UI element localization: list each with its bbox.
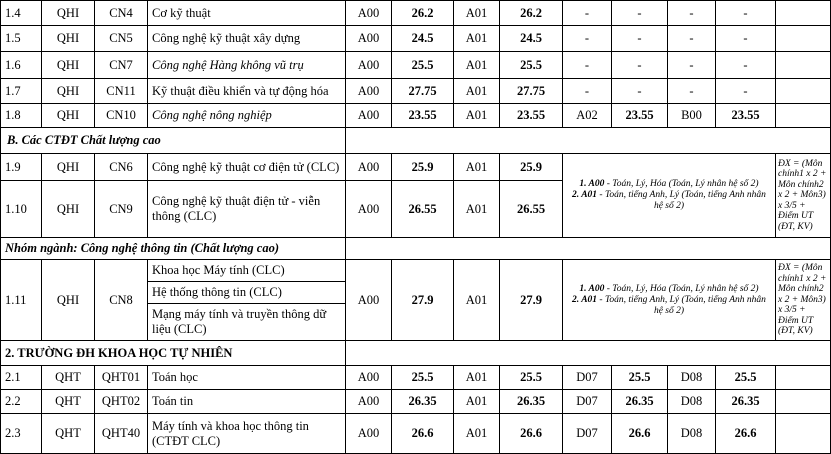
block-2: A01 — [454, 104, 500, 128]
table-row — [1, 26, 831, 52]
block-1: A00 — [346, 26, 392, 52]
score-3: 26.35 — [612, 390, 668, 414]
score-1: 25.9 — [392, 154, 454, 181]
block-1: A00 — [346, 79, 392, 104]
block-3: D07 — [563, 390, 612, 414]
major-name: Máy tính và khoa học thông tin (CTĐT CLC) — [148, 414, 346, 454]
score-1: 23.55 — [392, 104, 454, 128]
block-1: A00 — [346, 181, 392, 238]
school-code: QHI — [42, 104, 95, 128]
major-code: CN9 — [95, 181, 148, 238]
score-4: - — [716, 79, 776, 104]
major-code: CN5 — [95, 26, 148, 52]
score-1: 26.2 — [392, 1, 454, 26]
block-1: A00 — [346, 390, 392, 414]
group-heading: Nhóm ngành: Công nghệ thông tin (Chất lượng cao) — [1, 238, 346, 260]
score-3: 23.55 — [612, 104, 668, 128]
major-code: QHT01 — [95, 366, 148, 390]
block-4: B00 — [668, 104, 716, 128]
block-2: A01 — [454, 1, 500, 26]
section-header-row — [1, 341, 831, 366]
school-code: QHT — [42, 414, 95, 454]
table-row — [1, 414, 831, 454]
score-1: 27.75 — [392, 79, 454, 104]
row-stt: 1.10 — [1, 181, 42, 238]
score-2: 26.35 — [500, 390, 563, 414]
note-a01-code: 2. A01 — [572, 294, 598, 305]
row-stt: 1.5 — [1, 26, 42, 52]
group-header-row — [1, 238, 831, 260]
major-name: Hệ thống thông tin (CLC) — [148, 281, 345, 303]
score-2: 27.9 — [500, 260, 563, 341]
score-3: - — [612, 52, 668, 79]
school-code: QHI — [42, 79, 95, 104]
it-formula-note: ĐX = (Môn chính1 x 2 + Môn chính2 x 2 + Môn3) x 3/5 + Điểm UT (ĐT, KV) — [776, 260, 831, 341]
score-2: 23.55 — [500, 104, 563, 128]
score-1: 26.6 — [392, 414, 454, 454]
major-name: Toán học — [148, 366, 346, 390]
score-4: - — [716, 1, 776, 26]
major-code: CN6 — [95, 154, 148, 181]
block-3: A02 — [563, 104, 612, 128]
block-2: A01 — [454, 366, 500, 390]
note-a00-code: 1. A00 — [579, 283, 605, 294]
block-3: - — [563, 1, 612, 26]
block-2: A01 — [454, 390, 500, 414]
block-3: D07 — [563, 414, 612, 454]
score-1: 27.9 — [392, 260, 454, 341]
section-b-filler — [346, 128, 831, 154]
block-2: A01 — [454, 52, 500, 79]
major-name: Kỹ thuật điều khiển và tự động hóa — [148, 79, 346, 104]
score-2: 25.5 — [500, 52, 563, 79]
clc-block-note — [563, 154, 776, 238]
major-name: Toán tin — [148, 390, 346, 414]
score-2: 26.2 — [500, 1, 563, 26]
note-cell — [776, 1, 831, 26]
section-b-letter: B. — [7, 133, 19, 147]
note-a01-text: - Toán, tiếng Anh, Lý (Toán, tiếng Anh nhân hệ số 2) — [597, 190, 766, 211]
table-row — [1, 366, 831, 390]
note-a00-code: 1. A00 — [579, 179, 605, 189]
block-1: A00 — [346, 104, 392, 128]
note-cell — [776, 366, 831, 390]
note-cell — [776, 414, 831, 454]
school-code: QHI — [42, 260, 95, 341]
note-cell — [776, 79, 831, 104]
major-name: Mạng máy tính và truyền thông dữ liệu (CLC) — [148, 303, 345, 340]
score-2: 27.75 — [500, 79, 563, 104]
score-1: 24.5 — [392, 26, 454, 52]
table-row — [1, 52, 831, 79]
note-a00-text: - Toán, Lý, Hóa (Toán, Lý nhân hệ số 2) — [604, 179, 759, 189]
school-code: QHI — [42, 154, 95, 181]
major-name: Công nghệ kỹ thuật điện tử - viễn thông (CLC) — [148, 181, 346, 238]
major-code: CN8 — [95, 260, 148, 341]
row-stt: 1.9 — [1, 154, 42, 181]
block-2: A01 — [454, 26, 500, 52]
note-cell — [776, 26, 831, 52]
section-b-title: Các CTĐT Chất lượng cao — [21, 133, 161, 147]
note-cell — [776, 104, 831, 128]
table-row — [1, 260, 831, 341]
block-4: - — [668, 1, 716, 26]
block-1: A00 — [346, 366, 392, 390]
block-2: A01 — [454, 181, 500, 238]
section-b-heading — [1, 128, 346, 154]
table-row — [1, 390, 831, 414]
note-a01-code: 2. A01 — [572, 190, 598, 200]
block-3: - — [563, 79, 612, 104]
score-4: 23.55 — [716, 104, 776, 128]
block-2: A01 — [454, 260, 500, 341]
block-1: A00 — [346, 154, 392, 181]
score-3: 25.5 — [612, 366, 668, 390]
major-code: CN4 — [95, 1, 148, 26]
row-stt: 2.3 — [1, 414, 42, 454]
score-2: 25.5 — [500, 366, 563, 390]
block-4: - — [668, 52, 716, 79]
score-3: - — [612, 1, 668, 26]
major-code: QHT40 — [95, 414, 148, 454]
block-4: D08 — [668, 414, 716, 454]
block-2: A01 — [454, 79, 500, 104]
score-1: 26.55 — [392, 181, 454, 238]
score-2: 26.55 — [500, 181, 563, 238]
major-code: CN10 — [95, 104, 148, 128]
note-cell — [776, 390, 831, 414]
block-1: A00 — [346, 414, 392, 454]
major-code: QHT02 — [95, 390, 148, 414]
row-stt: 1.6 — [1, 52, 42, 79]
major-name: Công nghệ kỹ thuật cơ điện tử (CLC) — [148, 154, 346, 181]
score-4: 25.5 — [716, 366, 776, 390]
block-4: D08 — [668, 366, 716, 390]
block-1: A00 — [346, 260, 392, 341]
table-row — [1, 154, 831, 181]
major-name: Cơ kỹ thuật — [148, 1, 346, 26]
block-3: D07 — [563, 366, 612, 390]
row-stt: 1.8 — [1, 104, 42, 128]
score-1: 26.35 — [392, 390, 454, 414]
major-name-group — [148, 260, 346, 341]
row-stt: 2.1 — [1, 366, 42, 390]
row-stt: 2.2 — [1, 390, 42, 414]
row-stt: 1.11 — [1, 260, 42, 341]
table-row — [1, 1, 831, 26]
section-header-row — [1, 128, 831, 154]
major-name: Công nghệ nông nghiệp — [148, 104, 346, 128]
section-2-heading: 2. TRƯỜNG ĐH KHOA HỌC TỰ NHIÊN — [1, 341, 346, 366]
score-3: 26.6 — [612, 414, 668, 454]
row-stt: 1.7 — [1, 79, 42, 104]
section-2-filler — [346, 341, 831, 366]
school-code: QHT — [42, 366, 95, 390]
block-1: A00 — [346, 52, 392, 79]
block-3: - — [563, 26, 612, 52]
block-1: A00 — [346, 1, 392, 26]
block-3: - — [563, 52, 612, 79]
block-4: - — [668, 26, 716, 52]
score-4: 26.35 — [716, 390, 776, 414]
major-name: Công nghệ kỹ thuật xây dựng — [148, 26, 346, 52]
table-row — [1, 104, 831, 128]
score-4: 26.6 — [716, 414, 776, 454]
score-1: 25.5 — [392, 366, 454, 390]
major-name: Khoa học Máy tính (CLC) — [152, 263, 285, 277]
block-2: A01 — [454, 414, 500, 454]
table-row — [1, 79, 831, 104]
school-code: QHT — [42, 390, 95, 414]
school-code: QHI — [42, 181, 95, 238]
note-a00-text: - Toán, Lý, Hóa (Toán, Lý nhân hệ số 2) — [604, 283, 759, 294]
note-a01-text: - Toán, tiếng Anh, Lý (Toán, tiếng Anh nhân hệ số 2) — [597, 294, 766, 316]
score-2: 25.9 — [500, 154, 563, 181]
group-heading-filler — [346, 238, 831, 260]
major-name: Công nghệ Hàng không vũ trụ — [148, 52, 346, 79]
block-4: D08 — [668, 390, 716, 414]
it-block-note — [563, 260, 776, 341]
school-code: QHI — [42, 52, 95, 79]
score-2: 24.5 — [500, 26, 563, 52]
clc-formula-note: ĐX = (Môn chính1 x 2 + Môn chính2 x 2 + Môn3) x 3/5 + Điểm UT (ĐT, KV) — [776, 154, 831, 238]
score-1: 25.5 — [392, 52, 454, 79]
school-code: QHI — [42, 26, 95, 52]
school-code: QHI — [42, 1, 95, 26]
score-3: - — [612, 26, 668, 52]
major-code: CN7 — [95, 52, 148, 79]
score-4: - — [716, 52, 776, 79]
block-2: A01 — [454, 154, 500, 181]
score-2: 26.6 — [500, 414, 563, 454]
score-4: - — [716, 26, 776, 52]
note-cell — [776, 52, 831, 79]
score-3: - — [612, 79, 668, 104]
block-4: - — [668, 79, 716, 104]
row-stt: 1.4 — [1, 1, 42, 26]
major-code: CN11 — [95, 79, 148, 104]
